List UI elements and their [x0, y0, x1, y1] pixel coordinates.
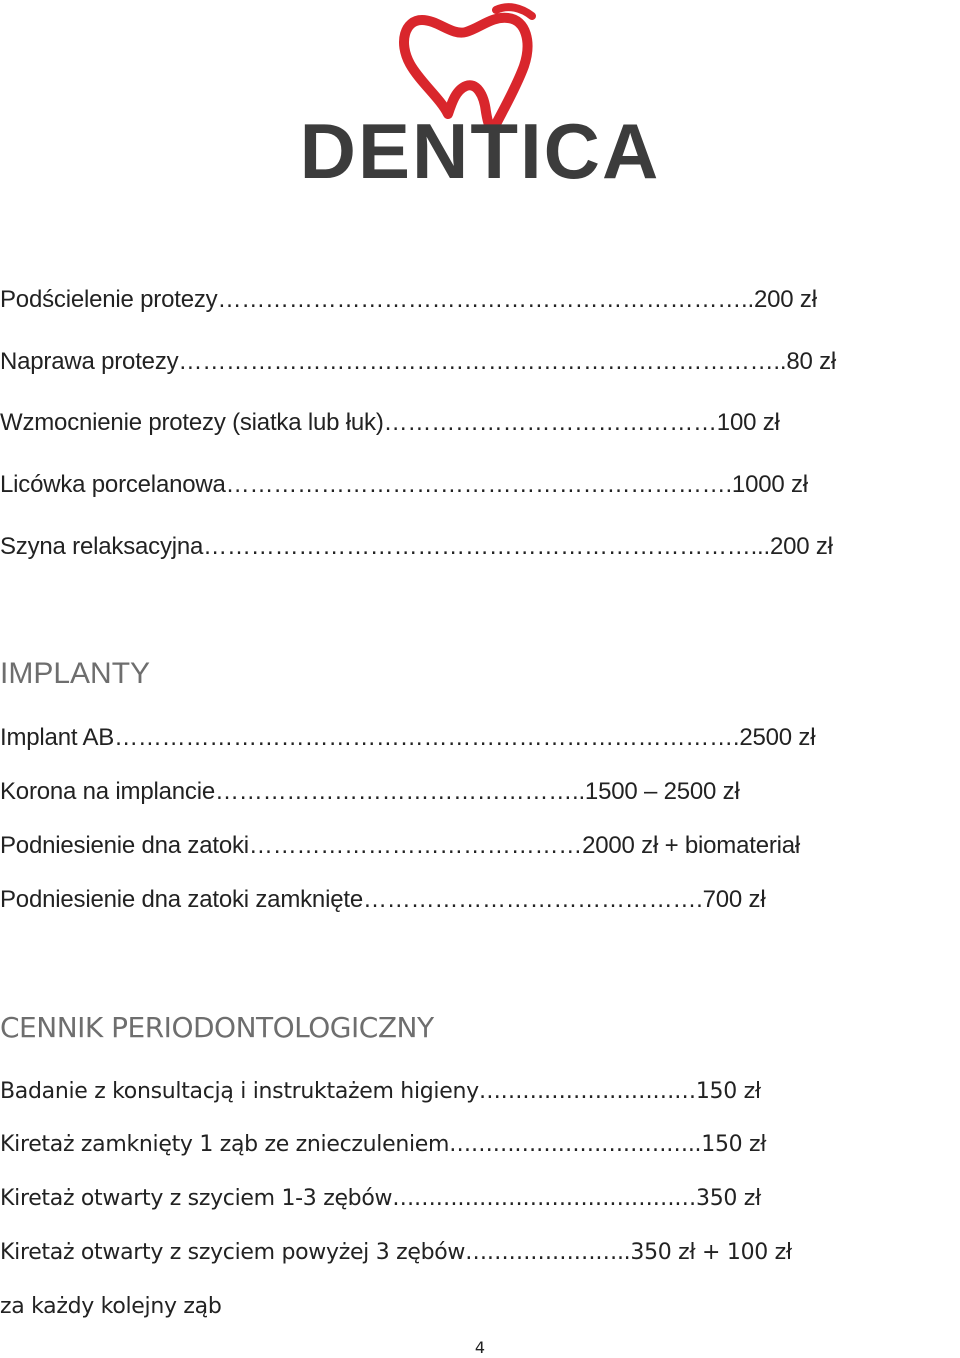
- section-title-implants: IMPLANTY: [0, 657, 151, 690]
- price-item: Licówka porcelanowa……………………………………………………….1000 zł: [0, 471, 808, 498]
- price-item: Kiretaż zamknięty 1 ząb ze znieczuleniem……………………………..150 zł: [0, 1132, 767, 1157]
- logo-wordmark: DENTICA: [299, 107, 661, 182]
- price-item: Podniesienie dna zatoki……………………………………2000 zł + biomateriał: [0, 832, 801, 859]
- price-item: Podniesienie dna zatoki zamknięte…………………………………….700 zł: [0, 886, 766, 913]
- price-item-continuation: za każdy kolejny ząb: [0, 1294, 222, 1319]
- page-number: 4: [474, 1338, 486, 1357]
- price-item: Szyna relaksacyjna……………………………………………………………...200 zł: [0, 533, 833, 560]
- price-item: Kiretaż otwarty z szyciem 1-3 zębów……………………………………350 zł: [0, 1186, 761, 1211]
- price-item: Naprawa protezy…………………………………………………………………..80 zł: [0, 348, 837, 375]
- section-title-periodontology: CENNIK PERIODONTOLOGICZNY: [0, 1011, 434, 1044]
- price-item: Podścielenie protezy…………………………………………………………..200 zł: [0, 286, 817, 313]
- dentica-logo: [270, 2, 690, 182]
- price-item: Implant AB…………………………………………………………………….2500 zł: [0, 724, 816, 751]
- price-item: Wzmocnienie protezy (siatka lub łuk)……………………………………100 zł: [0, 409, 780, 436]
- tooth-logo-icon: [270, 2, 690, 182]
- price-item: Badanie z konsultacją i instruktażem higieny…………………………150 zł: [0, 1079, 761, 1104]
- price-item: Korona na implancie………………………………………..1500 – 2500 zł: [0, 778, 740, 805]
- price-item: Kiretaż otwarty z szyciem powyżej 3 zębów…………………..350 zł + 100 zł: [0, 1240, 792, 1265]
